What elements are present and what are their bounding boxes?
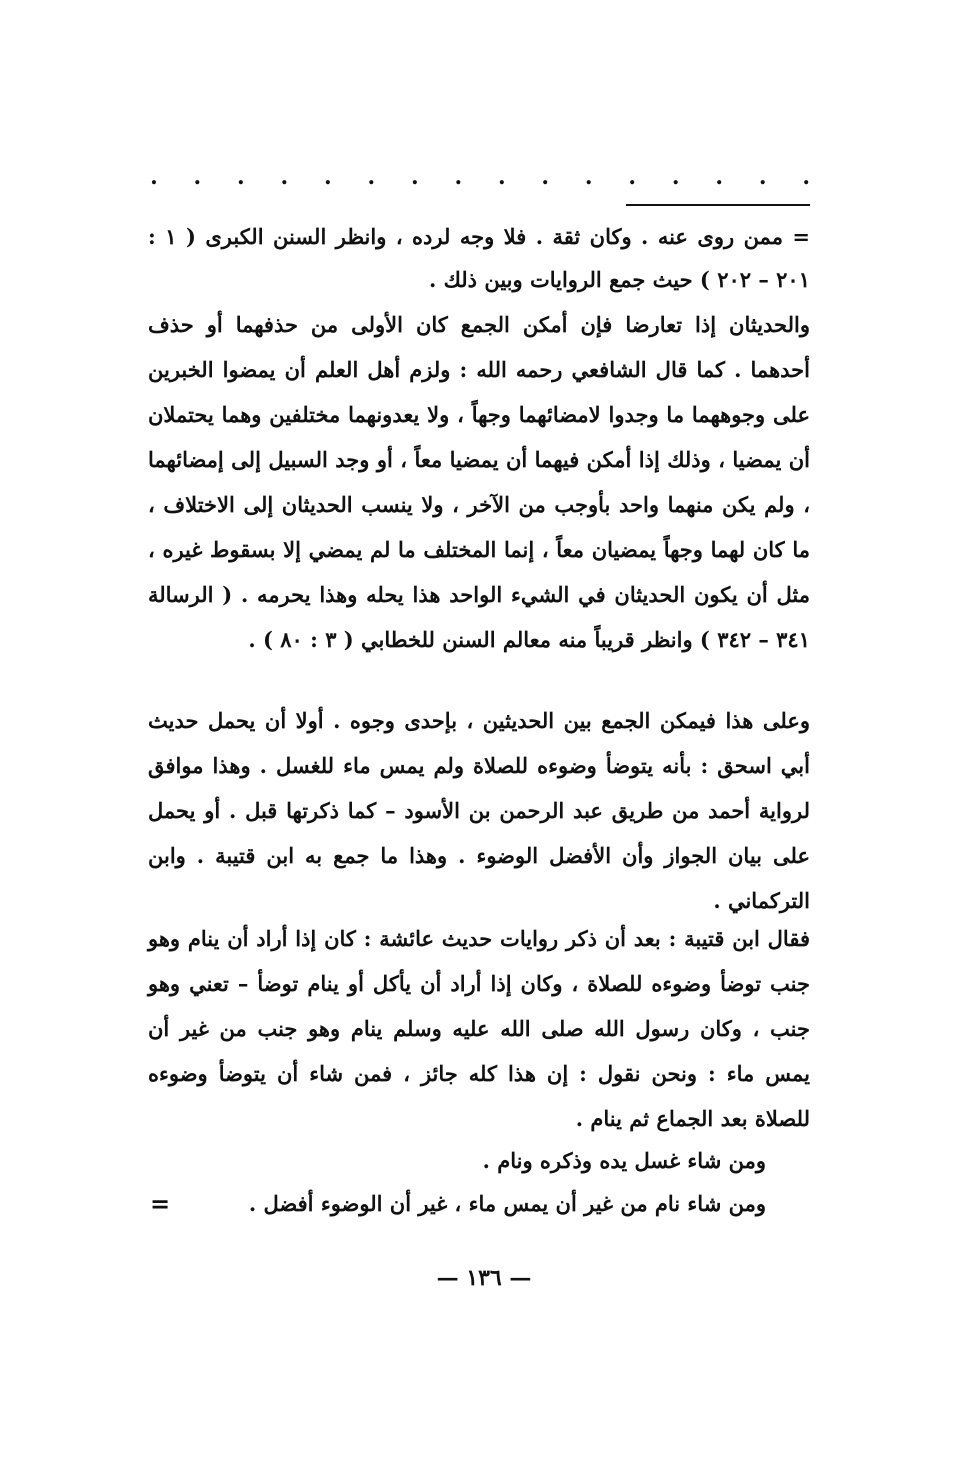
- ornament-dot: .: [541, 164, 550, 190]
- ornament-dot: .: [584, 164, 593, 190]
- continuation-mark: =: [150, 1189, 171, 1218]
- ornament-dot: .: [237, 164, 245, 190]
- ornament-dot: .: [715, 164, 724, 190]
- ornament-dot: .: [454, 164, 463, 190]
- paragraph-text: فقال ابن قتيبة : بعد أن ذكر روايات حديث عائشة : كان إذا أراد أن ينام وهو جنب توضأ وضوءه للصلاة ، وكان إذا أراد أن يأكل أو ينام توضأ – تعني وهو جنب ، وكان رسول الله صلى الله عليه وسلم ينام وهو جنب من غير أن يمس ماء : ونحن نقول : إن هذا كله جائز ، فمن شاء أن يتوضأ وضوءه للصلاة بعد الجماع ثم ينام .: [148, 926, 810, 1131]
- page-number: — ١٣٦ —: [436, 1265, 532, 1291]
- ornament-dot: .: [150, 164, 158, 190]
- ornament-dot: .: [671, 164, 680, 190]
- ornament-dot: .: [193, 164, 202, 190]
- ornament-dot: .: [497, 164, 506, 190]
- short-line-sleep-without-water: ومن شاء نام من غير أن يمس ماء ، غير أن الوضوء أفضل .: [248, 1191, 766, 1216]
- ornament-dot: .: [802, 164, 810, 190]
- paragraph-text: وعلى هذا فيمكن الجمع بين الحديثين ، بإحدى وجوه . أولا أن يحمل حديث أبي اسحق : بأنه يتوضأ وضوءه للصلاة ولم يمس ماء للغسل . وهذا موافق لرواية أحمد من طريق عبد الرحمن بن الأسود – كما ذكرتها قبل . أو يحمل على بيان الجواز وأن الأفضل الوضوء . وهذا ما جمع به ابن قتيبة . وابن التركماني .: [148, 708, 810, 913]
- ornament-dot: .: [280, 164, 289, 190]
- paragraph-reconciling-hadiths: [148, 302, 810, 662]
- ornament-dots-row: [150, 166, 810, 188]
- ornament-dot: .: [324, 164, 332, 190]
- ornament-dot: .: [758, 164, 767, 190]
- ornament-dot: .: [628, 164, 637, 190]
- short-line-wash-and-sleep: ومن شاء غسل يده وذكره ونام .: [482, 1148, 766, 1173]
- footnote-continuation: [148, 215, 810, 301]
- ornament-dot: .: [367, 164, 376, 190]
- paragraph-ibn-qutaybah: [148, 916, 810, 1141]
- footnote-separator-line: [626, 204, 810, 206]
- footnote-text: = ممن روى عنه . وكان ثقة . فلا وجه لرده ، وانظر السنن الكبرى ( ١ : ٢٠١ – ٢٠٢ ) حيث جمع الروايات وبين ذلك .: [148, 224, 810, 292]
- paragraph-text: والحديثان إذا تعارضا فإن أمكن الجمع كان الأولى من حذفهما أو حذف أحدهما . كما قال الشافعي رحمه الله : ولزم أهل العلم أن يمضوا الخبرين على وجوههما ما وجدوا لامضائهما وجهاً ، ولا يعدونهما مختلفين وهما يحتملان أن يمضيا ، وذلك إذا أمكن فيهما أن يمضيا معاً ، أو وجد السبيل إلى إمضائهما ، ولم يكن منهما واحد بأوجب من الآخر ، ولا ينسب الحديثان إلى الاختلاف ، ما كان لهما وجهاً يمضيان معاً ، إنما المختلف ما لم يمضي إلا بسقوط غيره ، مثل أن يكون الحديثان في الشيء الواحد هذا يحله وهذا يحرمه . ( الرسالة ٣٤١ – ٣٤٢ ) وانظر قريباً منه معالم السنن للخطابي ( ٣ : ٨٠ ) .: [148, 312, 810, 652]
- paragraph-ways-of-combining: [148, 698, 810, 923]
- ornament-dot: .: [410, 164, 419, 190]
